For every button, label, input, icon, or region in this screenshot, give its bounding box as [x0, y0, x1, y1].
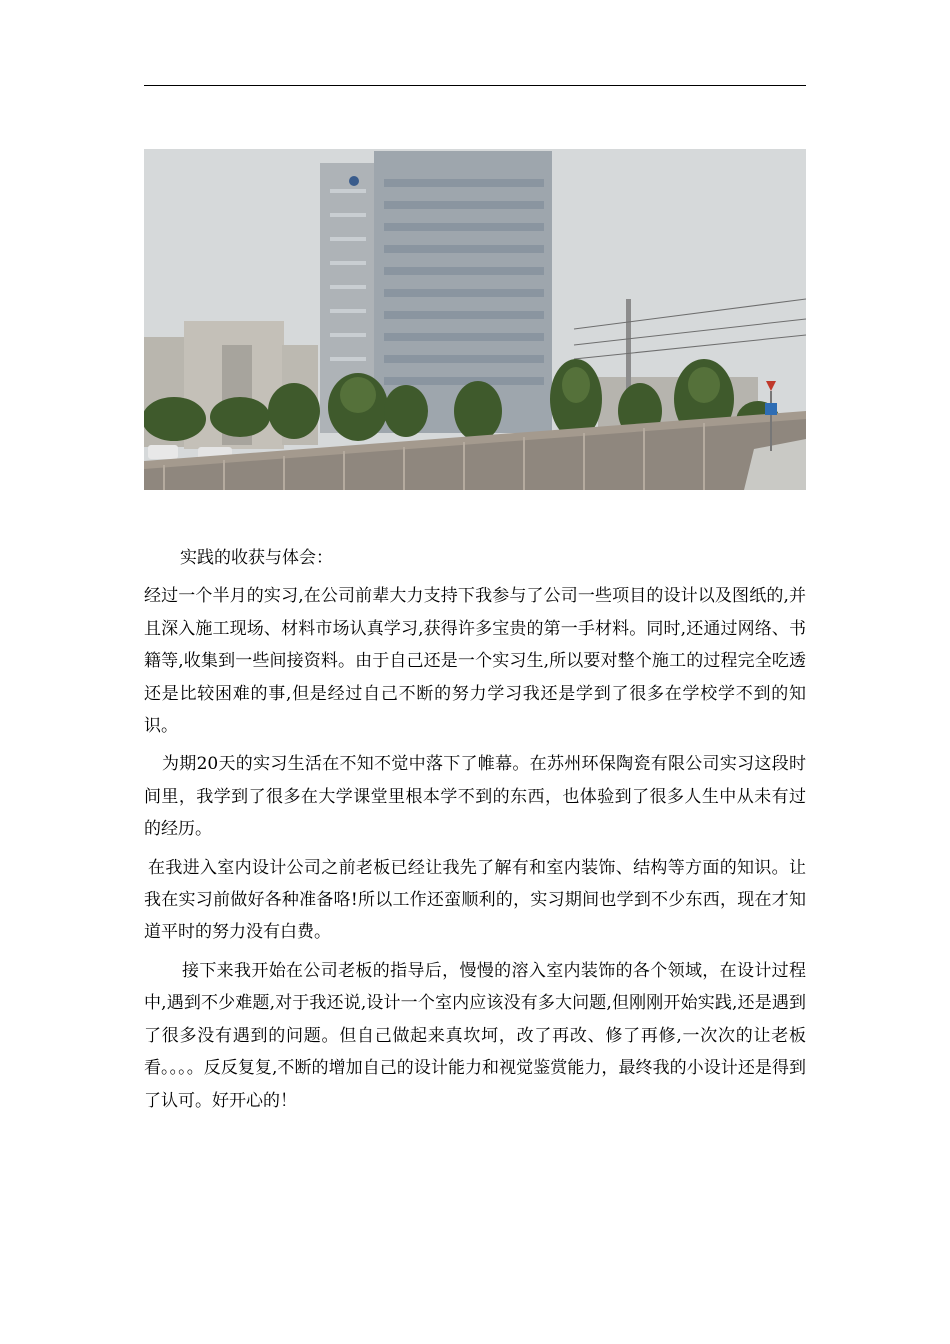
header-rule: [144, 85, 806, 86]
paragraph-1: 经过一个半月的实习,在公司前辈大力支持下我参与了公司一些项目的设计以及图纸的,并且深入施工现场、材料市场认真学习,获得许多宝贵的第一手材料。同时,还通过网络、书籍等,收集到一些间接资料。由于自己还是一个实习生,所以要对整个施工的过程完全吃透还是比较困难的事,但是经过自己不断的努力学习我还是学到了很多在学校学不到的知识。: [144, 586, 806, 737]
paragraph-4: 接下来我开始在公司老板的指导后，慢慢的溶入室内装饰的各个领域，在设计过程中,遇到不少难题,对于我还说,设计一个室内应该没有多大问题,但刚刚开始实践,还是遇到了很多没有遇到的问题。但自己做起来真坎坷，改了再改、修了再修,一次次的让老板看。。。。反反复复,不断的增加自己的设计能力和视觉鉴赏能力，最终我的小设计还是得到了认可。好开心的！: [144, 960, 806, 1111]
paragraph-3: 在我进入室内设计公司之前老板已经让我先了解有和室内装饰、结构等方面的知识。让我在实习前做好各种准备咯!所以工作还蛮顺利的，实习期间也学到不少东西，现在才知道平时的努力没有白费。: [144, 857, 806, 943]
paragraph-2: 为期20天的实习生活在不知不觉中落下了帷幕。在苏州环保陶瓷有限公司实习这段时间里，我学到了很多在大学课堂里根本学不到的东西，也体验到了很多人生中从未有过的经历。: [144, 754, 806, 840]
office-building-photo: [144, 149, 806, 490]
section-heading: 实践的收获与体会：: [180, 548, 333, 568]
article-body: [144, 542, 806, 1117]
